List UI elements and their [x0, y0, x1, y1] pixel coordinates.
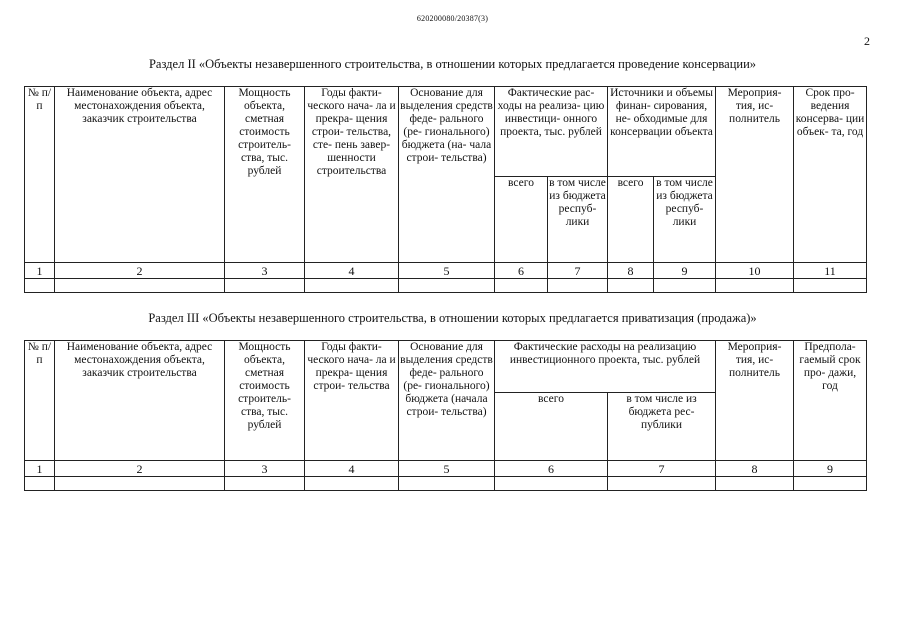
column-number: 6: [495, 461, 608, 477]
page-number: 2: [864, 34, 870, 48]
column-number: 4: [305, 461, 399, 477]
document-id: 620200080/20387(3): [416, 14, 489, 23]
column-number: 2: [55, 263, 225, 279]
header-num: № п/п: [25, 87, 55, 263]
header-budget-basis: Основание для выделения средств феде- рального (ре- гионального) бюджета (на- чала строи- тельства): [399, 87, 495, 263]
column-number: 4: [305, 263, 399, 279]
column-number: 8: [716, 461, 794, 477]
header-costs-total: всего: [495, 393, 608, 461]
section-2-title: Раздел II «Объекты незавершенного строительства, в отношении которых предлагается проведение консервации»: [148, 57, 757, 71]
column-number: 7: [608, 461, 716, 477]
header-sources-incl-republic: в том числе из бюджета респуб- лики: [654, 177, 716, 263]
header-budget-basis: Основание для выделения средств феде- рального (ре- гионального) бюджета (начала строи- тельства): [399, 341, 495, 461]
column-number: 1: [25, 461, 55, 477]
empty-row: [25, 279, 867, 293]
empty-row: [25, 477, 867, 491]
column-number: 10: [716, 263, 794, 279]
header-costs-incl-republic: в том числе из бюджета рес- публики: [608, 393, 716, 461]
header-costs-incl-republic: в том числе из бюджета респуб- лики: [548, 177, 608, 263]
column-number: 3: [225, 263, 305, 279]
header-measures: Мероприя- тия, ис- полнитель: [716, 87, 794, 263]
section-2-table: [24, 86, 867, 293]
column-number: 1: [25, 263, 55, 279]
header-measures: Мероприя- тия, ис- полнитель: [716, 341, 794, 461]
header-capacity: Мощность объекта, сметная стоимость строитель- ства, тыс. рублей: [225, 341, 305, 461]
header-sources-total: всего: [608, 177, 654, 263]
section-3-title: Раздел III «Объекты незавершенного строительства, в отношении которых предлагается приватизация (продажа)»: [148, 311, 757, 325]
header-sale-term: Предпола- гаемый срок про- дажи, год: [794, 341, 867, 461]
column-number: 3: [225, 461, 305, 477]
header-actual-costs: Фактические расходы на реализацию инвестиционного проекта, тыс. рублей: [495, 341, 716, 393]
header-actual-costs: Фактические рас- ходы на реализа- цию инвестици- онного проекта, тыс. рублей: [495, 87, 608, 177]
header-years: Годы факти- ческого нача- ла и прекра- щения строи- тельства: [305, 341, 399, 461]
header-capacity: Мощность объекта, сметная стоимость строитель- ства, тыс. рублей: [225, 87, 305, 263]
header-years: Годы факти- ческого нача- ла и прекра- щения строи- тельства, сте- пень завер- шенности строительства: [305, 87, 399, 263]
column-number: 2: [55, 461, 225, 477]
header-object-name: Наименование объекта, адрес местонахождения объекта, заказчик строительства: [55, 341, 225, 461]
column-number: 11: [794, 263, 867, 279]
header-object-name: Наименование объекта, адрес местонахождения объекта, заказчик строительства: [55, 87, 225, 263]
section-3-table: [24, 340, 867, 491]
header-costs-total: всего: [495, 177, 548, 263]
header-num: № п/п: [25, 341, 55, 461]
header-funding-sources: Источники и объемы финан- сирования, не- обходимые для консервации объекта: [608, 87, 716, 177]
column-number: 7: [548, 263, 608, 279]
column-number: 8: [608, 263, 654, 279]
column-number: 5: [399, 263, 495, 279]
column-number: 5: [399, 461, 495, 477]
column-number: 9: [794, 461, 867, 477]
column-number: 9: [654, 263, 716, 279]
header-conservation-term: Срок про- ведения консерва- ции объек- та, год: [794, 87, 867, 263]
column-number: 6: [495, 263, 548, 279]
